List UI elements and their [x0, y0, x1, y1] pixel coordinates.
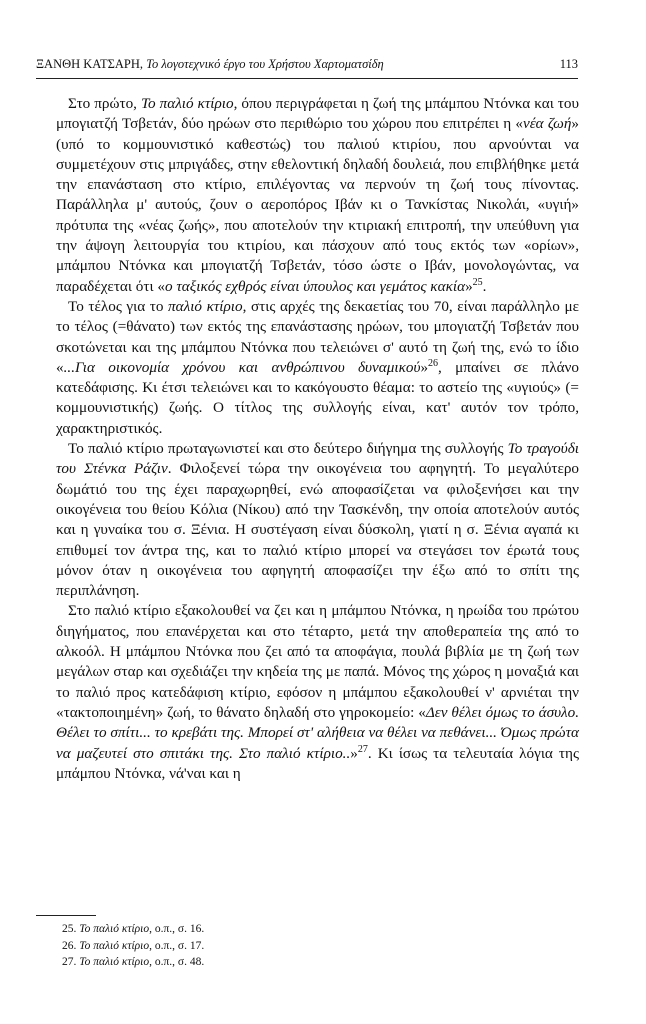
footnote-27	[62, 954, 462, 971]
text-run: . Φιλοξενεί τώρα την οικογένεια του αφηγητή. Το μεγαλύτερο δωμάτιό του της έχει παραχωρηθεί, ενώ αποφασίζεται να φιλοξενήσει και την οικογένεια του θείου Κόλια (Νίκου) από την Τασκένδη, την οποία αποτελούν αυτός και η γυναίκα του σ. Ξένια. Η συστέγαση είναι δύσκολη, γιατί η σ. Ξένια αγαπά κι επιθυμεί τον άντρα της, και το παλιό κτίριο μπορεί να στεγάσει τον έρωτά τους μόνον όταν η οικογένεια του αφηγητή αποφασίζει την έξω από το σπίτι της περιπλάνηση.	[56, 460, 579, 600]
text-run: . Κι ίσως τα τελευταία λόγια της μπάμπου Ντόνκα, νά'ναι και η	[56, 744, 579, 782]
footnotes	[62, 921, 462, 971]
text-run: »	[420, 358, 429, 376]
header-work-title: Το λογοτεχνικό έργο του Χρήστου Χαρτοματσίδη	[146, 57, 384, 71]
italic-run: Το τραγούδι του Στένκα Ράζιν	[56, 440, 579, 478]
text-run: Στο παλιό κτίριο εξακολουθεί να ζει και η μπάμπου Ντόνκα, η ηρωίδα του πρώτου διηγήματος, που επανέρχεται και στο τέταρτο, μετά την αποθεραπεία της από το αλκοόλ. Η μπάμπου Ντόνκα που ζει από τα αποφάγια, πουλά βιβλία με τη ζωή των μεγάλων σταρ και σχεδιάζει την κηδεία της με παπά. Μόνος της χώρος η μοναξιά και το παλιό προς κατεδάφιση κτίριο, εφόσον η μπάμπου εξακολουθεί ν' αρνιέται την «τακτοποιημένη» ζωή, το θάνατο δηλαδή στο γηροκομείο: «	[56, 602, 579, 721]
paragraph-4	[56, 601, 579, 784]
footnote-ref-26: 26	[428, 357, 439, 369]
footnote-ref: , ο.π., σ. 17.	[149, 939, 205, 952]
footnote-number: 26.	[62, 939, 77, 952]
text-run: , όπου περιγράφεται η ζωή της μπάμπου Ντόνκα και του μπογιατζή Τσβετάν, δύο ηρώων στο περιθώριο του χώρου που επιτρέπει η «	[56, 95, 580, 133]
text-run: Το τέλος για το	[68, 297, 169, 315]
text-run: » (υπό το κομμουνιστικό καθεστώς) του παλιού κτιρίου, που αρνούνται να συμμετέχουν στις μπριγάδες, στην εθελοντική δηλαδή δουλειά, που επιβλήθηκε μετά την επανάσταση στο κτίριο, επιλέγοντας να περνούν τη ζωή τους πίνοντας. Παράλληλα μ' αυτούς, ζουν ο αεροπόρος Ιβάν κι ο Τανκίστας Νικολάι, «υγιή» πρότυπα της «νέας ζωής», που αποτελούν την κτιριακή επιτροπή, την υπεύθυνη για την άψογη λειτουργία του κτιρίου, και πάσχουν από τους εκτός των «ορίων», μπάμπου Ντόνκα και μπογιατζή Τσβετάν, τόσο ώστε ο Ιβάν, μονολογώντας, να παραδέχεται ότι «	[56, 115, 579, 295]
text-run: , μπαίνει σε πλάνο κατεδάφισης. Κι έτσι τελειώνει και το κακόγουστο θέαμα: το αστείο της «υγιούς» (= κομμουνιστικής) ζωής. Ο τίτλος της συλλογής είναι, κατ' αυτόν τον τρόπο, χαρακτηριστικός.	[56, 358, 579, 437]
paragraph-1	[56, 94, 579, 297]
italic-run: παλιό κτίριο	[168, 297, 243, 315]
main-text	[56, 94, 579, 784]
italic-quote: ...Για οικονομία χρόνου και ανθρώπινου δυναμικού	[63, 358, 421, 376]
text-run: Στο πρώτο,	[68, 95, 141, 112]
footnote-ref: , ο.π., σ. 48.	[149, 956, 205, 968]
text-run: , στις αρχές της δεκαετίας του 70, είναι παράλληλο με το τέλος (=θάνατο) των εκτός της επανάστασης ηρώων, του μπογιατζή Τσβετάν που σκοτώνεται και της μπάμπου Ντόνκα που τελειώνει σ' αυτό τη ζωή της, ενώ το ίδιο «	[56, 297, 579, 376]
footnote-25	[62, 921, 462, 938]
running-header	[36, 54, 578, 74]
footnote-title: Το παλιό κτίριο	[79, 923, 150, 935]
footnote-ref-25: 25	[472, 276, 483, 288]
italic-run: Το παλιό κτίριο	[140, 95, 234, 112]
footnote-title: Το παλιό κτίριο	[79, 939, 150, 952]
header-author: ΞΑΝΘΗ ΚΑΤΣΑΡΗ,	[36, 57, 143, 71]
text-run: Το παλιό κτίριο πρωταγωνιστεί και στο δεύτερο διήγημα της συλλογής	[68, 440, 508, 458]
footnote-ref-27: 27	[357, 743, 368, 755]
paragraph-2	[56, 297, 579, 439]
header-divider	[36, 78, 578, 79]
italic-quote: ο ταξικός εχθρός είναι ύπουλος και γεμάτος κακία	[164, 277, 466, 295]
footnote-26	[62, 938, 462, 955]
footnote-title: Το παλιό κτίριο	[79, 956, 150, 968]
italic-run: νέα ζωή	[522, 115, 572, 133]
text-run: .	[482, 277, 487, 295]
text-run: »	[350, 744, 358, 762]
footnote-divider	[36, 915, 96, 916]
footnote-number: 27.	[62, 956, 77, 968]
paragraph-3	[56, 439, 579, 601]
italic-quote: Δεν θέλει όμως το άσυλο. Θέλει το σπίτι... το κρεβάτι της. Μπορεί στ' αλήθεια να θέλει να πεθάνει... Όμως πρώτα να μαζευτεί στο σπιτάκι της. Στο παλιό κτίριο..	[56, 703, 580, 762]
text-run: »	[465, 277, 473, 295]
footnote-number: 25.	[62, 923, 77, 935]
header-title	[36, 54, 384, 74]
footnote-ref: , ο.π., σ. 16.	[149, 923, 205, 935]
page-number: 113	[559, 57, 578, 71]
